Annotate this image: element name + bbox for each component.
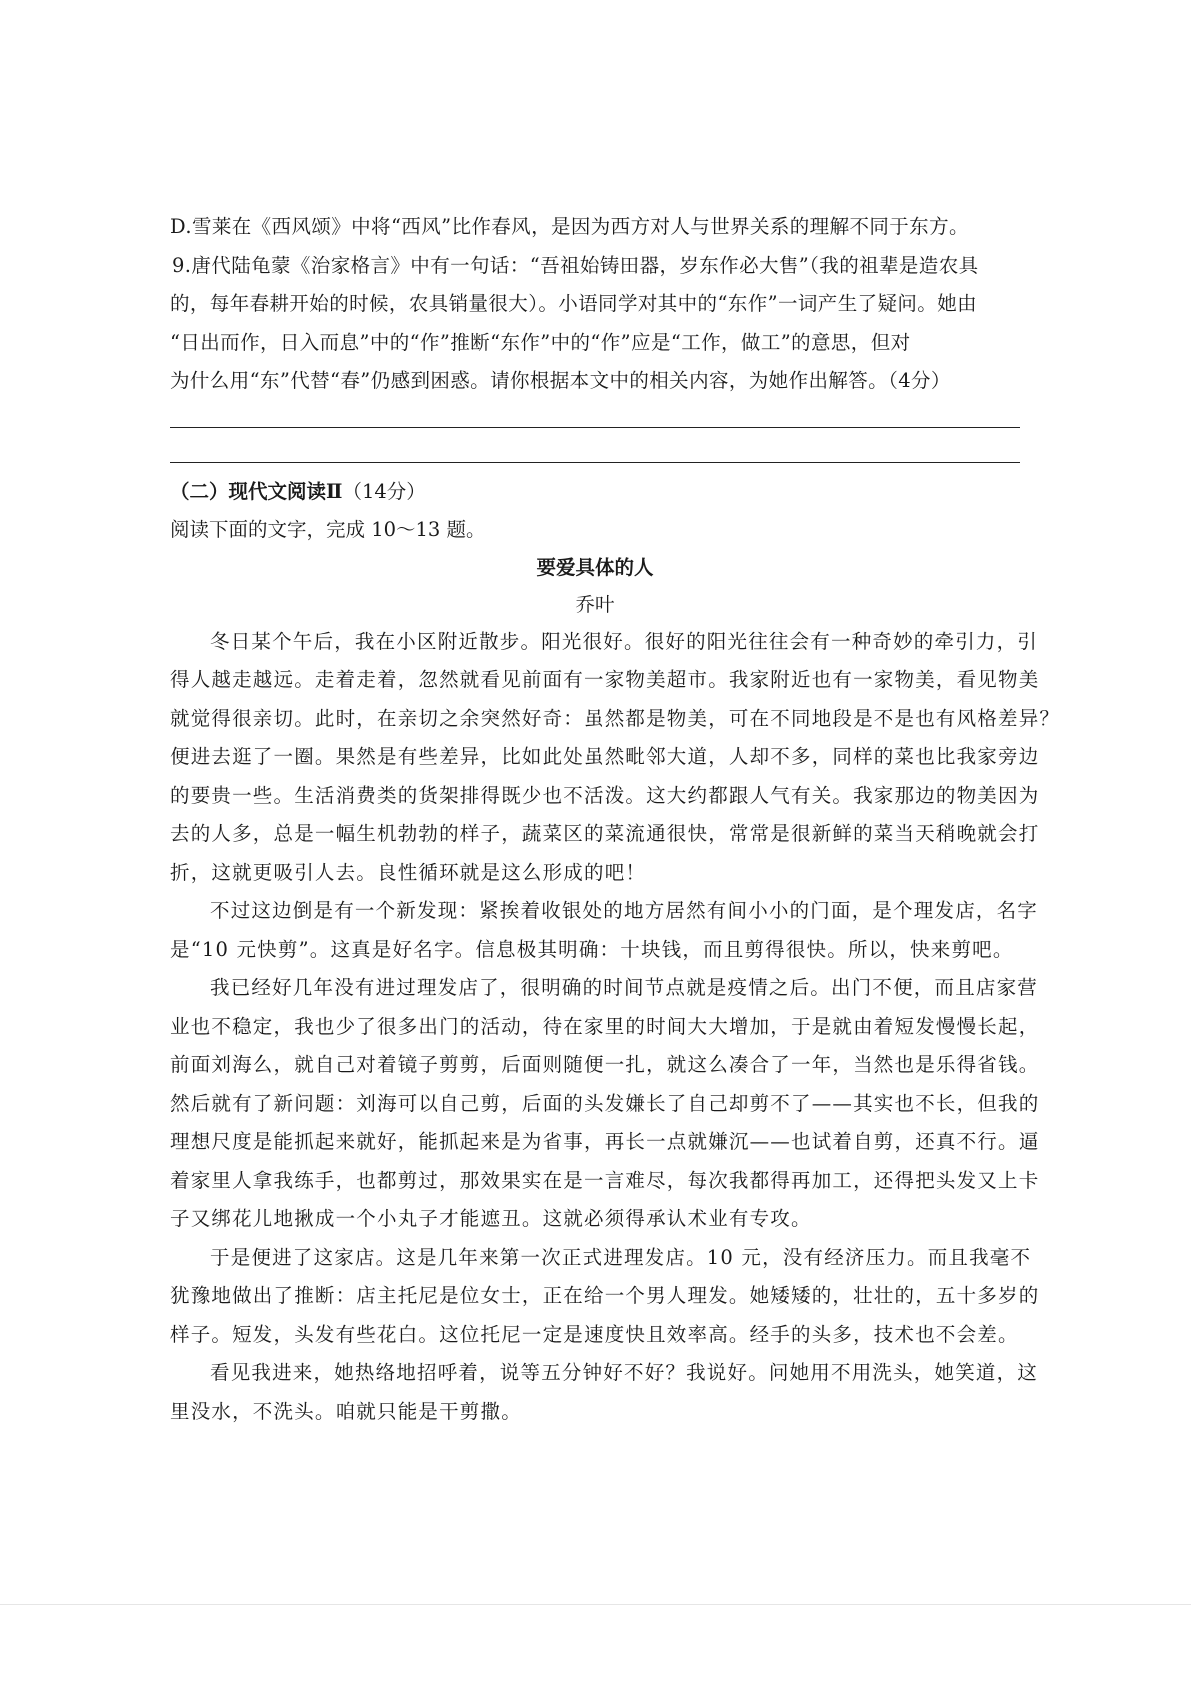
article-paragraph <box>170 892 1039 969</box>
paragraph-line: 不过这边倒是有一个新发现：紧挨着收银处的地方居然有间小小的门面，是个理发店，名字 <box>210 899 1039 922</box>
question-9-line: 为什么用“东”代替“春”仍感到困惑。请你根据本文中的相关内容，为她作出解答。（4分） <box>170 369 951 392</box>
question-8-option-d: D.雪莱在《西风颂》中将“西风”比作春风，是因为西方对人与世界关系的理解不同于东方。 <box>170 215 969 238</box>
question-9-line: “日出而作，日入而息”中的“作”推断“东作”中的“作”应是“工作，做工”的意思，但对 <box>170 330 911 354</box>
paragraph-line: 业也不稳定，我也少了很多出门的活动，待在家里的时间大大增加，于是就由着短发慢慢长起， <box>170 1014 1040 1038</box>
paragraph-line: 然后就有了新问题：刘海可以自己剪，后面的头发嫌长了自己却剪不了——其实也不长，但我的 <box>170 1091 1040 1115</box>
paragraph-line: 就觉得很亲切。此时，在亲切之余突然好奇：虽然都是物美，可在不同地段是不是也有风格差异？ <box>170 706 1061 730</box>
section-title: （二）现代文阅读Ⅱ <box>170 479 343 503</box>
article-author: 乔叶 <box>575 592 615 616</box>
paragraph-line: 理想尺度是能抓起来就好，能抓起来是为省事，再长一点就嫌沉——也试着自剪，还真不行。逼 <box>170 1130 1040 1153</box>
exam-page <box>170 208 1061 1431</box>
paragraph-line: 冬日某个午后，我在小区附近散步。阳光很好。很好的阳光往往会有一种奇妙的牵引力，引 <box>210 629 1039 653</box>
question-9 <box>170 247 1020 401</box>
paragraph-line: 得人越走越远。走着走着，忽然就看见前面有一家物美超市。我家附近也有一家物美，看见物美 <box>170 668 1040 691</box>
question-9-line: 9.唐代陆龟蒙《治家格言》中有一句话：“吾祖始铸田器，岁东作必大售”（我的祖辈是造农具 <box>172 253 979 277</box>
paragraph-line: 样子。短发，头发有些花白。这位托尼一定是速度快且效率高。经手的头多，技术也不会差。 <box>170 1322 1019 1346</box>
paragraph-line: 犹豫地做出了推断：店主托尼是位女士，正在给一个男人理发。她矮矮的，壮壮的，五十多岁的 <box>170 1284 1040 1307</box>
page-bottom-edge <box>0 1604 1191 1605</box>
article-paragraph <box>170 1239 1040 1355</box>
paragraph-line: 前面刘海么，就自己对着镜子剪剪，后面则随便一扎，就这么凑合了一年，当然也是乐得省钱。 <box>170 1053 1040 1076</box>
section-heading <box>170 473 1020 511</box>
paragraph-line: 是“10 元快剪”。这真是好名字。信息极其明确：十块钱，而且剪得很快。所以，快来剪吧。 <box>170 937 1014 961</box>
article-paragraph <box>170 623 1061 893</box>
paragraph-line: 子又绑花儿地揪成一个小丸子才能遮丑。这就必须得承认术业有专攻。 <box>170 1207 812 1230</box>
reading-instruction: 阅读下面的文字，完成 10～13 题。 <box>170 517 486 541</box>
paragraph-line: 的要贵一些。生活消费类的货架排得既少也不活泼。这大约都跟人气有关。我家那边的物美因为 <box>170 783 1040 807</box>
paragraph-line: 便进去逛了一圈。果然是有些差异，比如此处虽然毗邻大道，人却不多，同样的菜也比我家旁边 <box>170 745 1040 768</box>
paragraph-line: 里没水，不洗头。咱就只能是干剪撒。 <box>170 1399 522 1423</box>
article-paragraph <box>170 969 1040 1239</box>
paragraph-line: 看见我进来，她热络地招呼着，说等五分钟好不好？我说好。问她用不用洗头，她笑道，这 <box>210 1361 1039 1384</box>
paragraph-line: 着家里人拿我练手，也都剪过，那效果实在是一言难尽，每次我都得再加工，还得把头发又上卡 <box>170 1168 1040 1192</box>
question-9-line: 的，每年春耕开始的时候，农具销量很大）。小语同学对其中的“东作”一词产生了疑问。她由 <box>170 292 977 315</box>
article-title: 要爱具体的人 <box>536 555 654 579</box>
paragraph-line: 折，这就更吸引人去。良性循环就是这么形成的吧！ <box>170 860 647 884</box>
paragraph-line: 于是便进了这家店。这是几年来第一次正式进理发店。10 元，没有经济压力。而且我毫不 <box>210 1245 1032 1269</box>
section-score: （14分） <box>342 479 426 503</box>
article-paragraph <box>170 1354 1039 1431</box>
paragraph-line: 去的人多，总是一幅生机勃勃的样子，蔬菜区的菜流通很快，常常是很新鲜的菜当天稍晚就会打 <box>170 822 1040 845</box>
paragraph-line: 我已经好几年没有进过理发店了，很明确的时间节点就是疫情之后。出门不便，而且店家营 <box>210 976 1039 999</box>
